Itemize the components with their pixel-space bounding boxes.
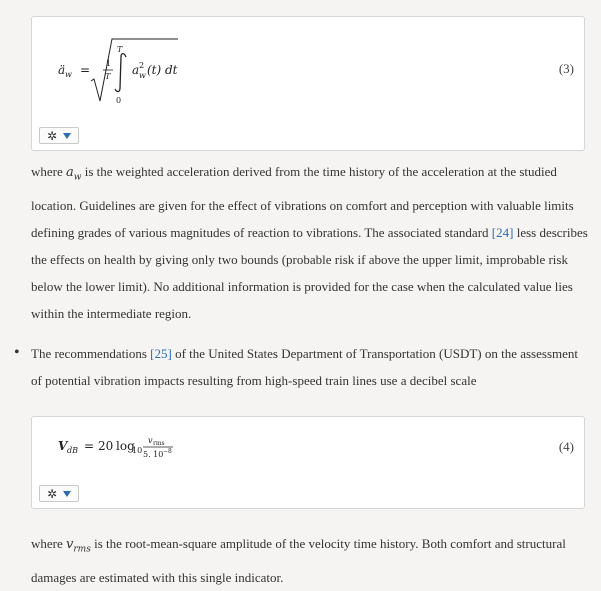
- eq4-log-sub: 10: [132, 446, 143, 455]
- p1-variable: $a_w$: [66, 165, 82, 183]
- reference-link-25[interactable]: [25]: [150, 346, 172, 361]
- list-bullet: •: [14, 344, 20, 361]
- eq4-num: v: [148, 436, 153, 445]
- p1-text-1: where: [31, 164, 67, 179]
- eq3-integrand-base: a: [132, 63, 140, 77]
- equation-4-formula: [58, 431, 218, 471]
- equation-number-4: (4): [558, 439, 574, 454]
- equation-4-menu-button[interactable]: [39, 485, 79, 502]
- eq3-frac-num: 1: [106, 59, 112, 68]
- eq4-den: 5. 10: [143, 450, 164, 459]
- eq3-int-upper: T: [117, 45, 123, 54]
- p1-text-2: is the weighted acceleration derived from the time history of the acceleration at the studied location. Guidelines are given for the effect of vibrations on comfort and perception with valuable limits defining grades of various magnitudes of reaction to vibrations. The associated standard: [31, 164, 574, 240]
- equation-box-4: [31, 416, 585, 509]
- eq4-den-sup: −8: [163, 448, 172, 455]
- p1-text-3: less describes the effects on health by giving only two bounds (probable risk if above the upper limit, improbable risk below the lower limit). No additional information is provided for the case when the calculated value lies within the intermediate region.: [31, 224, 588, 321]
- eq4-num-sub: rms: [153, 440, 165, 447]
- gear-icon: ✲: [46, 486, 58, 501]
- eq3-frac-den: T: [105, 72, 111, 81]
- equation-number-3: (3): [558, 61, 574, 76]
- eq3-integrand-arg: (t) dt: [147, 63, 178, 77]
- equation-3-formula: [54, 35, 224, 115]
- gear-icon: ✲: [46, 128, 58, 143]
- eq3-integrand-sub: w: [139, 71, 146, 80]
- equation-3-menu-button[interactable]: [39, 127, 79, 144]
- paragraph-weighted-acceleration: [31, 158, 591, 327]
- eq3-int-lower: 0: [116, 96, 122, 105]
- equation-box-3: [31, 16, 585, 151]
- p2-text-2: of the United States Department of Transportation (USDT) on the assessment of potential vibration impacts resulting from high-speed train lines use a decibel scale: [31, 346, 578, 388]
- reference-link-24[interactable]: [24]: [491, 224, 514, 240]
- eq3-lhs: ä: [58, 63, 66, 77]
- eq4-lhs-sub: dB: [67, 446, 78, 455]
- eq3-equals: =: [80, 63, 91, 77]
- paragraph-usdt-recommendations: [31, 340, 591, 394]
- p3-text-1: where: [31, 536, 67, 551]
- p3-text-2: is the root-mean-square amplitude of the velocity time history. Both comfort and structural damages are estimated with this single indicator.: [31, 536, 566, 585]
- eq4-lhs: V: [58, 439, 68, 453]
- p3-variable: $v_{rms}$: [66, 537, 91, 555]
- paragraph-velocity-rms: [31, 530, 591, 591]
- eq4-equals: =: [84, 439, 95, 453]
- p2-text-1: The recommendations: [31, 346, 151, 361]
- eq3-integrand-sup: 2: [139, 61, 145, 70]
- chevron-down-icon: [63, 133, 71, 139]
- eq3-lhs-sub: w: [65, 70, 72, 79]
- eq4-coef: 20: [98, 439, 114, 453]
- eq4-log: log: [116, 439, 135, 453]
- chevron-down-icon: [63, 491, 71, 497]
